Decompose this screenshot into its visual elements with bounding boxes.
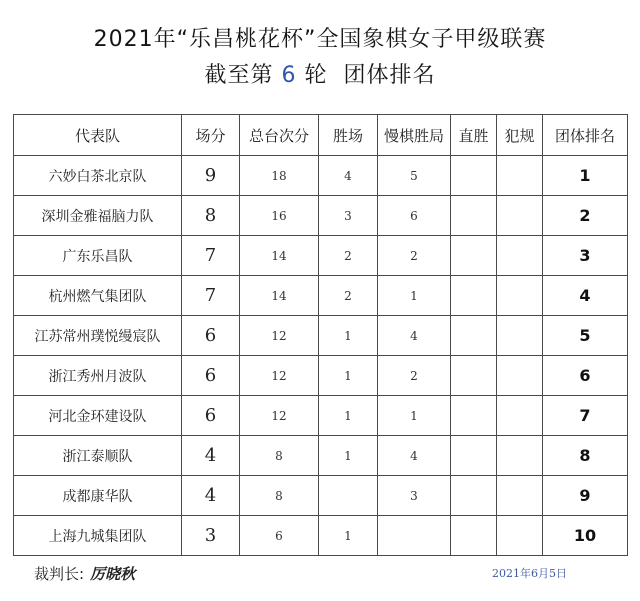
points-cell: 6 — [182, 396, 240, 436]
team-cell: 浙江泰顺队 — [14, 436, 182, 476]
direct-cell — [451, 436, 497, 476]
table-header-row — [14, 115, 628, 156]
fouls-cell — [497, 156, 543, 196]
slow-wins-cell: 1 — [378, 276, 451, 316]
header-direct: 直胜 — [451, 115, 497, 156]
header-points: 场分 — [182, 115, 240, 156]
board-points-cell: 8 — [240, 476, 319, 516]
fouls-cell — [497, 356, 543, 396]
header-team: 代表队 — [14, 115, 182, 156]
wins-cell: 1 — [319, 356, 378, 396]
team-cell: 江苏常州璞悦缦宸队 — [14, 316, 182, 356]
table-row — [14, 356, 628, 396]
table-row — [14, 316, 628, 356]
slow-wins-cell: 5 — [378, 156, 451, 196]
points-cell: 6 — [182, 316, 240, 356]
table-row — [14, 516, 628, 556]
points-cell: 8 — [182, 196, 240, 236]
slow-wins-cell: 2 — [378, 236, 451, 276]
slow-wins-cell — [378, 516, 451, 556]
wins-cell: 1 — [319, 516, 378, 556]
wins-cell: 1 — [319, 396, 378, 436]
points-cell: 9 — [182, 156, 240, 196]
points-cell: 7 — [182, 276, 240, 316]
rank-cell: 7 — [543, 396, 628, 436]
referee-line — [34, 563, 135, 584]
wins-cell — [319, 476, 378, 516]
wins-cell: 1 — [319, 316, 378, 356]
header-slow-wins: 慢棋胜局 — [378, 115, 451, 156]
slow-wins-cell: 4 — [378, 436, 451, 476]
board-points-cell: 14 — [240, 236, 319, 276]
table-row — [14, 276, 628, 316]
rank-cell: 6 — [543, 356, 628, 396]
fouls-cell — [497, 436, 543, 476]
direct-cell — [451, 476, 497, 516]
rank-cell: 8 — [543, 436, 628, 476]
referee-label: 裁判长: — [34, 565, 85, 583]
direct-cell — [451, 356, 497, 396]
direct-cell — [451, 516, 497, 556]
round-number: 6 — [281, 63, 297, 88]
board-points-cell: 12 — [240, 316, 319, 356]
points-cell: 6 — [182, 356, 240, 396]
wins-cell: 2 — [319, 276, 378, 316]
team-cell: 六妙白茶北京队 — [14, 156, 182, 196]
fouls-cell — [497, 476, 543, 516]
board-points-cell: 6 — [240, 516, 319, 556]
points-cell: 7 — [182, 236, 240, 276]
points-cell: 4 — [182, 476, 240, 516]
header-rank: 团体排名 — [543, 115, 628, 156]
points-cell: 4 — [182, 436, 240, 476]
rank-cell: 9 — [543, 476, 628, 516]
table-row — [14, 156, 628, 196]
rank-cell: 5 — [543, 316, 628, 356]
document-title: 2021年“乐昌桃花杯”全国象棋女子甲级联赛 — [93, 27, 547, 52]
board-points-cell: 8 — [240, 436, 319, 476]
fouls-cell — [497, 396, 543, 436]
slow-wins-cell: 2 — [378, 356, 451, 396]
table-row — [14, 236, 628, 276]
header-board-points: 总台次分 — [240, 115, 319, 156]
points-cell: 3 — [182, 516, 240, 556]
table-row — [14, 396, 628, 436]
wins-cell: 1 — [319, 436, 378, 476]
table-row — [14, 476, 628, 516]
subtitle-prefix: 截至第 — [204, 63, 274, 88]
board-points-cell: 16 — [240, 196, 319, 236]
team-cell: 上海九城集团队 — [14, 516, 182, 556]
header-wins: 胜场 — [319, 115, 378, 156]
fouls-cell — [497, 276, 543, 316]
document-date: 2021年6月5日 — [492, 567, 567, 580]
rank-cell: 2 — [543, 196, 628, 236]
wins-cell: 4 — [319, 156, 378, 196]
team-cell: 广东乐昌队 — [14, 236, 182, 276]
fouls-cell — [497, 236, 543, 276]
fouls-cell — [497, 196, 543, 236]
board-points-cell: 12 — [240, 356, 319, 396]
slow-wins-cell: 1 — [378, 396, 451, 436]
fouls-cell — [497, 516, 543, 556]
standings-table — [13, 114, 628, 556]
table-row — [14, 436, 628, 476]
table-row — [14, 196, 628, 236]
board-points-cell: 18 — [240, 156, 319, 196]
rank-cell: 3 — [543, 236, 628, 276]
referee-name: 厉晓秋 — [90, 565, 136, 583]
document-subtitle — [0, 58, 640, 89]
rank-cell: 1 — [543, 156, 628, 196]
direct-cell — [451, 396, 497, 436]
direct-cell — [451, 316, 497, 356]
wins-cell: 2 — [319, 236, 378, 276]
team-cell: 浙江秀州月波队 — [14, 356, 182, 396]
team-cell: 成都康华队 — [14, 476, 182, 516]
rank-cell: 4 — [543, 276, 628, 316]
fouls-cell — [497, 316, 543, 356]
header-fouls: 犯规 — [497, 115, 543, 156]
direct-cell — [451, 156, 497, 196]
team-cell: 深圳金雅福脑力队 — [14, 196, 182, 236]
board-points-cell: 14 — [240, 276, 319, 316]
board-points-cell: 12 — [240, 396, 319, 436]
wins-cell: 3 — [319, 196, 378, 236]
team-cell: 杭州燃气集团队 — [14, 276, 182, 316]
direct-cell — [451, 236, 497, 276]
subtitle-suffix: 轮 团体排名 — [304, 63, 436, 88]
slow-wins-cell: 6 — [378, 196, 451, 236]
direct-cell — [451, 276, 497, 316]
slow-wins-cell: 3 — [378, 476, 451, 516]
rank-cell: 10 — [543, 516, 628, 556]
slow-wins-cell: 4 — [378, 316, 451, 356]
direct-cell — [451, 196, 497, 236]
team-cell: 河北金环建设队 — [14, 396, 182, 436]
